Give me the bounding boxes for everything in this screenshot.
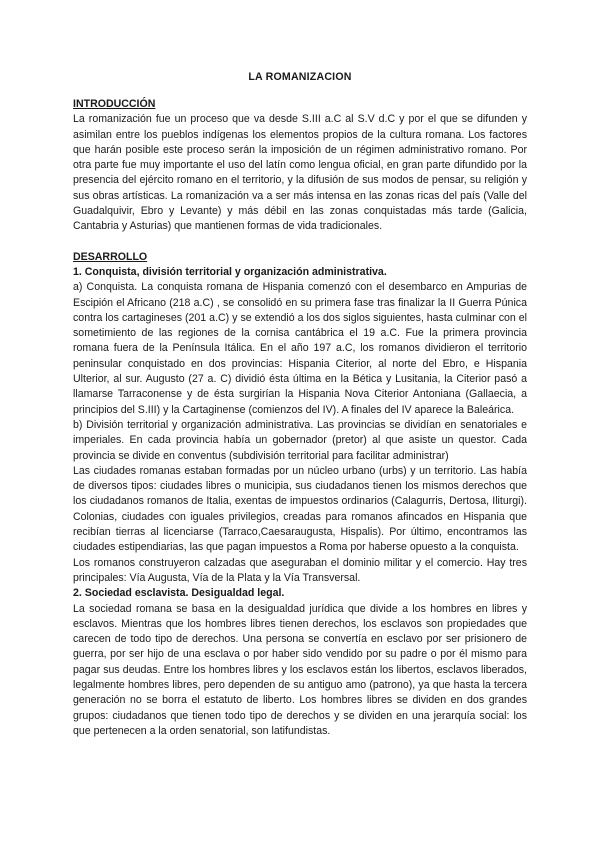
desarrollo-heading: DESARROLLO — [73, 250, 148, 263]
section1-paragraph-division: b) División territorial y organización administrativa. Las provincias se dividían en senatoriales e imperiales. En cada provincia había un gobernador (pretor) al que asiste un questor. Cada provincia se divide en conventus (subdivisión territorial para facilitar administrar) — [73, 418, 527, 462]
section1-paragraph-conquista: a) Conquista. La conquista romana de Hispania comenzó con el desembarco en Ampurias de Escipión el Africano (218 a.C) , se consolidó en su primera fase tras finalizar la II Guerra Púnica contra los cartagineses (201 a.C) y se extendió a los dos siglos siguientes, hasta culminar con el sometimiento de las regiones de la cornisa cantábrica el 19 a.C. Fue la primera provincia romana fuera de la Península Itálica. En el año 197 a.C, los romanos dividieron el territorio peninsular conquistado en dos provincias: Hispania Citerior, al norte del Ebro, e Hispania Ulterior, al sur. Augusto (27 a. C) dividió ésta última en la Bética y Lusitania, la Citerior pasó a llamarse Tarraconense y de ésta surgirían la Hispania Nova Citerior Antoniana (Gallaecia, a principios del S.III) y la Cartaginense (comienzos del IV). A finales del IV aparece la Baleárica. — [73, 281, 527, 416]
document-body — [73, 97, 527, 739]
section2-heading: 2. Sociedad esclavista. Desigualdad legal. — [73, 587, 285, 600]
page-title: LA ROMANIZACION — [248, 71, 352, 83]
section1-paragraph-ciudades: Las ciudades romanas estaban formadas por un núcleo urbano (urbs) y un territorio. Las había de diversos tipos: ciudades libres o municipia, sus ciudadanos tienen los mismos derechos que los ciudadanos romanos de Italia, exentas de impuestos ordinarios (Calagurris, Dertosa, Iliturgi). Colonias, ciudades con iguales privilegios, creadas para romanos afincados en Hispania que recibían tierras al licenciarse (Tarraco,Caesaraugusta, Hispalis). Por último, encontramos las ciudades estipendiarias, las que pagan impuestos a Roma por haberse opuesto a la conquista. — [73, 464, 527, 554]
section1-heading: 1. Conquista, división territorial y organización administrativa. — [73, 265, 387, 278]
section1-paragraph-calzadas: Los romanos construyeron calzadas que aseguraban el dominio militar y el comercio. Hay tres principales: Vía Augusta, Vía de la Plata y la Vía Transversal. — [73, 556, 527, 584]
introduccion-paragraph: La romanización fue un proceso que va desde S.III a.C al S.V d.C y por el que se difunden y asimilan entre los pueblos indígenas los elementos propios de la cultura romana. Los factores que harán posible este proceso serán la imposición de un régimen administrativo romano. Por otra parte fue muy importante el uso del latín como lengua oficial, en gran parte difundido por la presencia del ejército romano en el territorio, y la difusión de sus modos de pensar, su religión y sus obras artísticas. La romanización va a ser más intensa en las zonas ricas del país (Valle del Guadalquivir, Ebro y Levante) y más débil en las zonas conquistadas más tarde (Galicia, Cantabria y Asturias) que mantienen formas de vida tradicionales. — [73, 113, 527, 233]
section-spacer — [73, 235, 527, 250]
introduccion-heading: INTRODUCCIÓN — [73, 98, 156, 110]
section2-paragraph-sociedad: La sociedad romana se basa en la desigualdad jurídica que divide a los hombres en libres y esclavos. Mientras que los hombres libres tienen derechos, los esclavos son propiedades que carecen de todo tipo de derechos. Una persona se convertía en esclavo por ser prisionero de guerra, por ser hijo de una esclava o por haber sido vendido por su padre o por él mismo para pagar sus deudas. Entre los hombres libres y los esclavos están los libertos, esclavos liberados, legalmente hombres libres, pero dependen de su antiguo amo (patrono), ya que hasta la tercera generación no se borra el estatuto de liberto. Los hombres libres se dividen en dos grandes grupos: ciudadanos que tienen todo tipo de derechos y se dividen en una jerarquía social: los que pertenecen a la orden senatorial, son latifundistas. — [73, 602, 527, 737]
